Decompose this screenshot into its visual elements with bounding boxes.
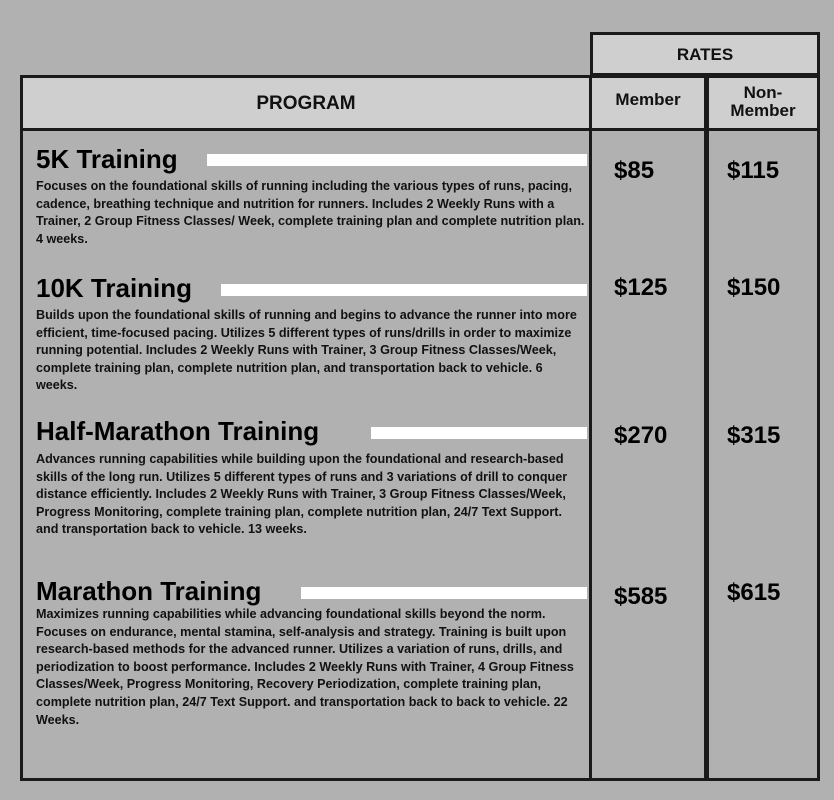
non-member-price: $615 (727, 579, 781, 606)
program-column (20, 131, 592, 781)
program-label: PROGRAM (256, 93, 356, 114)
member-price: $125 (614, 274, 668, 301)
member-price: $270 (614, 422, 668, 449)
title-underline-bar (207, 154, 587, 166)
member-price: $585 (614, 583, 668, 610)
title-underline-bar (301, 587, 587, 599)
non-member-price: $115 (727, 157, 780, 184)
program-title: Marathon Training (36, 576, 262, 606)
title-underline-bar (221, 284, 587, 296)
member-header (589, 75, 707, 131)
rates-label: RATES (676, 45, 734, 64)
title-underline-bar (371, 427, 587, 439)
member-rate-column (589, 131, 707, 781)
program-title: 5K Training (36, 144, 178, 174)
non-member-label-line2: Member (730, 101, 796, 120)
non-member-label-line1: Non- (743, 83, 783, 102)
program-description: Focuses on the foundational skills of running including the various types of runs, pacing, cadence, breathing technique and nutrition for runners. Includes 2 Weekly Runs with a Trainer, 2 Group Fitness Classes/ Week, complete training plan and complete nutrition plan. 4 weeks. (36, 179, 585, 246)
program-header (20, 75, 592, 131)
member-price: $85 (614, 157, 655, 184)
non-member-rate-column (706, 131, 820, 781)
program-description: Maximizes running capabilities while advancing foundational skills beyond the norm. Focuses on endurance, mental stamina, self-analysis and strategy. Training is built upon research-based methods for the advanced runner. Utilizes a variation of runs, drills, and periodization to boost performance. Includes 2 Weekly Runs with Trainer, 4 Group Fitness Classes/Week, Progress Monitoring, Recovery Periodization, complete training plan, complete nutrition plan, 24/7 Text Support. and transportation back to back to vehicle. 22 Weeks. (36, 607, 574, 727)
program-title: Half-Marathon Training (36, 416, 320, 446)
member-label: Member (615, 90, 681, 109)
non-member-price: $150 (727, 274, 781, 301)
program-title: 10K Training (36, 273, 193, 303)
rates-header (590, 32, 820, 76)
non-member-header (706, 75, 820, 131)
non-member-price: $315 (727, 422, 781, 449)
program-description: Builds upon the foundational skills of running and begins to advance the runner into more efficient, time-focused pacing. Utilizes 5 different types of runs/drills in order to maximize running potential. Includes 2 Weekly Runs with Trainer, 3 Group Fitness Classes/Week, complete training plan, complete nutrition plan, and transportation back to vehicle. 6 weeks. (36, 308, 577, 393)
program-description: Advances running capabilities while building upon the foundational and research-based skills of the long run. Utilizes 5 different types of runs and 3 variations of drill to conquer distance efficiently. Includes 2 Weekly Runs with Trainer, 3 Group Fitness Classes/Week, Progress Monitoring, complete training plan, complete nutrition plan, 24/7 Text Support. and transportation back to vehicle. 13 weeks. (36, 452, 568, 537)
